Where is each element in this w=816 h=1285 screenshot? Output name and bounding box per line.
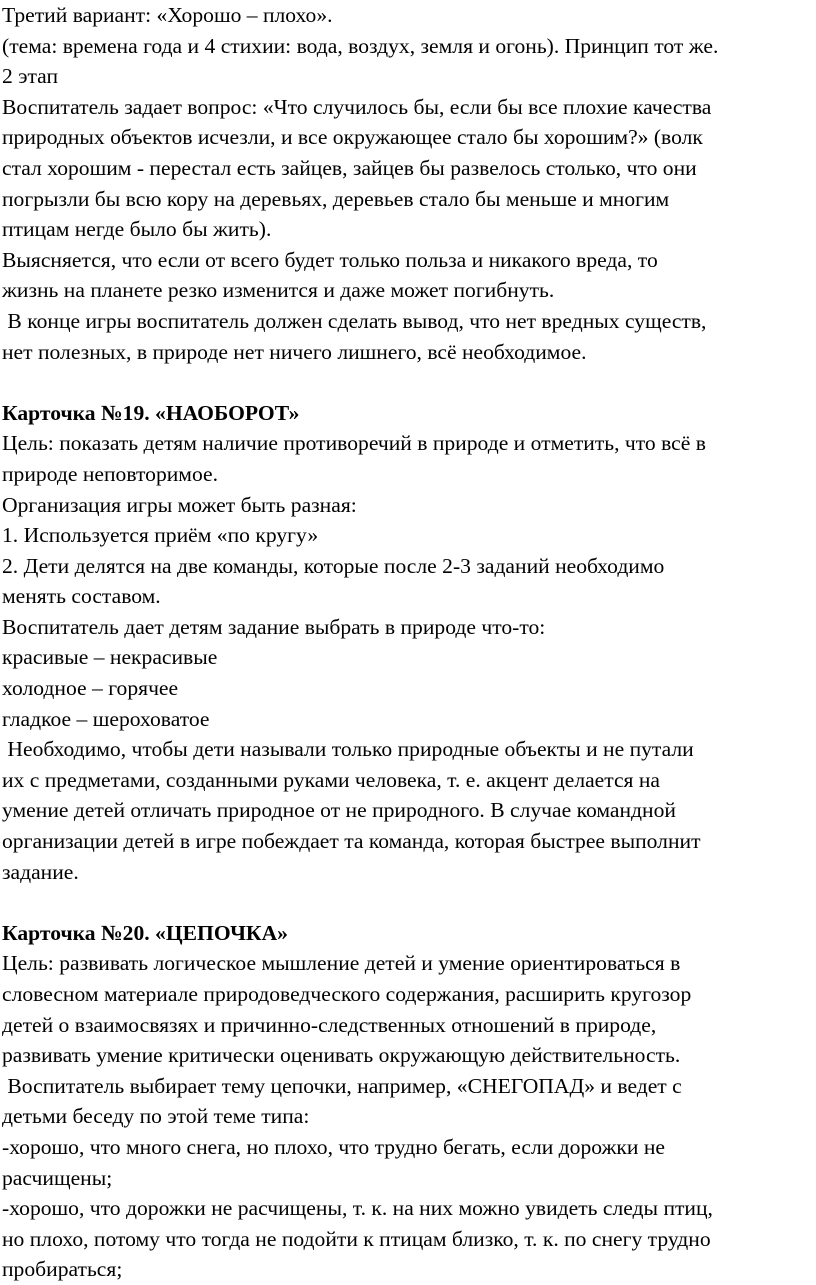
text-line: (тема: времена года и 4 стихии: вода, воздух, земля и огонь). Принцип тот же. — [2, 33, 719, 58]
text-line: Необходимо, чтобы дети называли только природные объекты и не путали — [2, 737, 694, 762]
text-line: детей о взаимосвязях и причинно-следственных отношений в природе, — [2, 1012, 657, 1037]
text-line: но плохо, потому что тогда не подойти к птицам близко, т. к. по снегу трудно — [2, 1226, 711, 1251]
text-line: стал хорошим - перестал есть зайцев, зайцев бы развелось столько, что они — [2, 155, 697, 180]
text-line: расчищены; — [2, 1165, 113, 1190]
paragraph-spacer — [2, 887, 816, 918]
text-line: развивать умение критически оценивать окружающую действительность. — [2, 1043, 681, 1068]
text-line: детьми беседу по этой теме типа: — [2, 1104, 310, 1129]
text-line: словесном материале природоведческого содержания, расширить кругозор — [2, 982, 692, 1006]
text-line: менять составом. — [2, 584, 161, 609]
card-20-title: Карточка №20. «ЦЕПОЧКА» — [2, 920, 288, 945]
text-line: природных объектов исчезли, и все окружающее стало бы хорошим?» (волк — [2, 125, 703, 150]
text-line: 2. Дети делятся на две команды, которые после 2-3 заданий необходимо — [2, 553, 665, 578]
text-line: природе неповторимое. — [2, 461, 219, 486]
text-line: птицам негде было бы жить). — [2, 217, 272, 242]
card-19-section — [2, 398, 816, 888]
text-line: В конце игры воспитатель должен сделать вывод, что нет вредных существ, — [2, 308, 707, 333]
text-line: -хорошо, что много снега, но плохо, что трудно бегать, если дорожки не — [2, 1134, 666, 1159]
text-line: нет полезных, в природе нет ничего лишнего, всё необходимое. — [2, 339, 587, 364]
text-line: Цель: развивать логическое мышление детей и умение ориентироваться в — [2, 951, 681, 976]
text-line: погрызли бы всю кору на деревьях, деревьев стало бы меньше и многим — [2, 186, 670, 211]
intro-section — [2, 0, 816, 367]
text-line: умение детей отличать природное от не природного. В случае командной — [2, 798, 676, 823]
paragraph-spacer — [2, 367, 816, 398]
text-line: 1. Используется приём «по кругу» — [2, 523, 319, 548]
text-line: -хорошо, что дорожки не расчищены, т. к. на них можно увидеть следы птиц, — [2, 1196, 713, 1221]
text-line: Выясняется, что если от всего будет только польза и никакого вреда, то — [2, 247, 658, 272]
text-line: жизнь на планете резко изменится и даже может погибнуть. — [2, 278, 555, 303]
text-line: Воспитатель выбирает тему цепочки, например, «СНЕГОПАД» и ведет с — [2, 1073, 682, 1098]
card-20-section — [2, 918, 816, 1285]
text-line: гладкое – шероховатое — [2, 706, 210, 731]
text-line: организации детей в игре побеждает та команда, которая быстрее выполнит — [2, 829, 701, 854]
text-line: 2 этап — [2, 64, 59, 89]
text-line: Воспитатель дает детям задание выбрать в природе что-то: — [2, 614, 546, 639]
text-line: холодное – горячее — [2, 676, 179, 701]
text-line: их с предметами, созданными руками человека, т. е. акцент делается на — [2, 767, 661, 792]
text-line: пробираться; — [2, 1257, 123, 1282]
text-line: Цель: показать детям наличие противоречий в природе и отметить, что всё в — [2, 431, 706, 456]
text-line: Третий вариант: «Хорошо – плохо». — [2, 3, 333, 27]
card-19-title: Карточка №19. «НАОБОРОТ» — [2, 400, 300, 425]
text-line: Организация игры может быть разная: — [2, 492, 357, 517]
text-line: задание. — [2, 859, 79, 884]
text-line: Воспитатель задает вопрос: «Что случилось бы, если бы все плохие качества — [2, 94, 712, 119]
text-line: красивые – некрасивые — [2, 645, 218, 670]
